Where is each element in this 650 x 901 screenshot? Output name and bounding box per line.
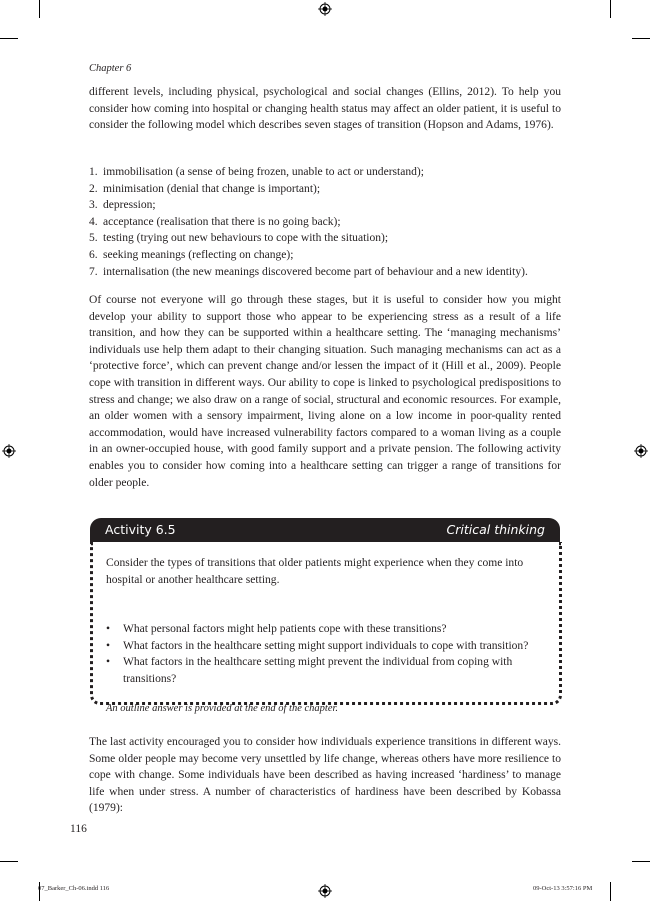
list-number: 1. [89,166,98,178]
registration-mark-top-icon [318,2,332,16]
registration-mark-bottom-icon [318,884,332,898]
body-paragraph-hardiness: The last activity encouraged you to consider how individuals experience transitions in different ways. Some older people may become very unsettled by life change, whereas others have more resilience to cope with change. Some individuals have been described as having increased ‘hardiness’ to manage life when under stress. A number of characteristics of hardiness have been described by Kobassa (1979): [89,736,561,815]
bullet-icon: • [106,623,111,635]
list-text: testing (trying out new behaviours to cope with the situation); [103,232,389,245]
running-head: Chapter 6 [89,63,132,74]
list-item [89,181,569,198]
list-text: seeking meanings (reflecting on change); [103,248,294,261]
list-number: 2. [89,182,98,195]
list-item [89,164,569,181]
list-item [89,230,569,247]
slug-filename: 07_Barker_Ch-06.indd 116 [38,885,110,892]
activity-header [90,518,560,542]
page-number: 116 [70,823,87,835]
list-text: immobilisation (a sense of being frozen, unable to act or understand); [103,166,424,178]
list-number: 7. [89,265,98,278]
crop-mark-bottom-right-v [610,882,611,901]
activity-intro: Consider the types of transitions that older patients might experience when they come into hospital or another healthcare setting. [106,557,524,586]
list-text: internalisation (the new meanings discovered become part of behaviour and a new identity). [103,265,528,278]
list-number: 3. [89,199,98,212]
registration-mark-left-icon [2,444,16,458]
list-item [89,214,569,231]
body-paragraph-managing-mechanisms: Of course not everyone will go through these stages, but it is useful to consider how you might develop your ability to support those who appear to be experiencing stress as a result of a life transition, and how they can be supported within a healthcare setting. The ‘managing mechanisms’ individuals use help them adapt to their changing situation. Such managing mechanisms can act as a ‘protective force’, which can prevent change and/or lessen the impact of it (Hill et al., 2009). People cope with transition in different ways. Our ability to cope is linked to psychological predispositions to stress and change; we also draw on a range of social, structural and economic resources. For example, an older women with a sensory impairment, living alone on a low income in poor-quality rented accommodation, would have increased vulnerability factors compared to a woman living as a couple in an owner-occupied house, with good family support and a private pension. The following activity enables you to consider how coming into a healthcare setting can trigger a range of transitions for older people. [89,294,561,489]
list-item [106,621,550,638]
bullet-icon: • [106,639,111,652]
transition-stages-list [89,164,569,280]
list-item [89,264,569,281]
list-number: 4. [89,215,98,228]
crop-mark-top-right-h [632,38,650,39]
list-text: depression; [103,199,156,212]
registration-mark-right-icon [634,444,648,458]
bullet-icon: • [106,656,111,669]
list-text: What factors in the healthcare setting might support individuals to cope with transition? [123,639,529,652]
crop-mark-top-left-v [39,0,40,18]
list-number: 5. [89,232,98,245]
list-text: acceptance (realisation that there is no going back); [103,215,341,228]
crop-mark-top-left-h [0,38,18,39]
body-paragraph-intro: different levels, including physical, psychological and social changes (Ellins, 2012). To help you consider how coming into hospital or changing health status may affect an older patient, it is useful to consider the following model which describes seven stages of transition (Hopson and Adams, 1976). [89,86,561,132]
list-item [106,654,550,687]
activity-box [90,518,560,714]
crop-mark-bottom-right-h [632,861,650,862]
crop-mark-top-right-v [610,0,611,18]
activity-questions-list [106,621,550,687]
activity-title: Activity 6.5 [105,522,176,537]
list-item [106,638,550,655]
crop-mark-bottom-left-h [0,861,18,862]
list-item [89,247,569,264]
activity-note: An outline answer is provided at the end of the chapter. [106,703,339,714]
activity-body [90,542,562,714]
list-number: 6. [89,248,98,261]
list-text: minimisation (denial that change is important); [103,182,321,195]
slug-timestamp: 09-Oct-13 3:57:16 PM [533,885,593,892]
list-text: What factors in the healthcare setting might prevent the individual from coping with transitions? [123,656,513,685]
list-text: What personal factors might help patients cope with these transitions? [123,623,447,635]
activity-tag: Critical thinking [446,522,545,537]
list-item [89,197,569,214]
